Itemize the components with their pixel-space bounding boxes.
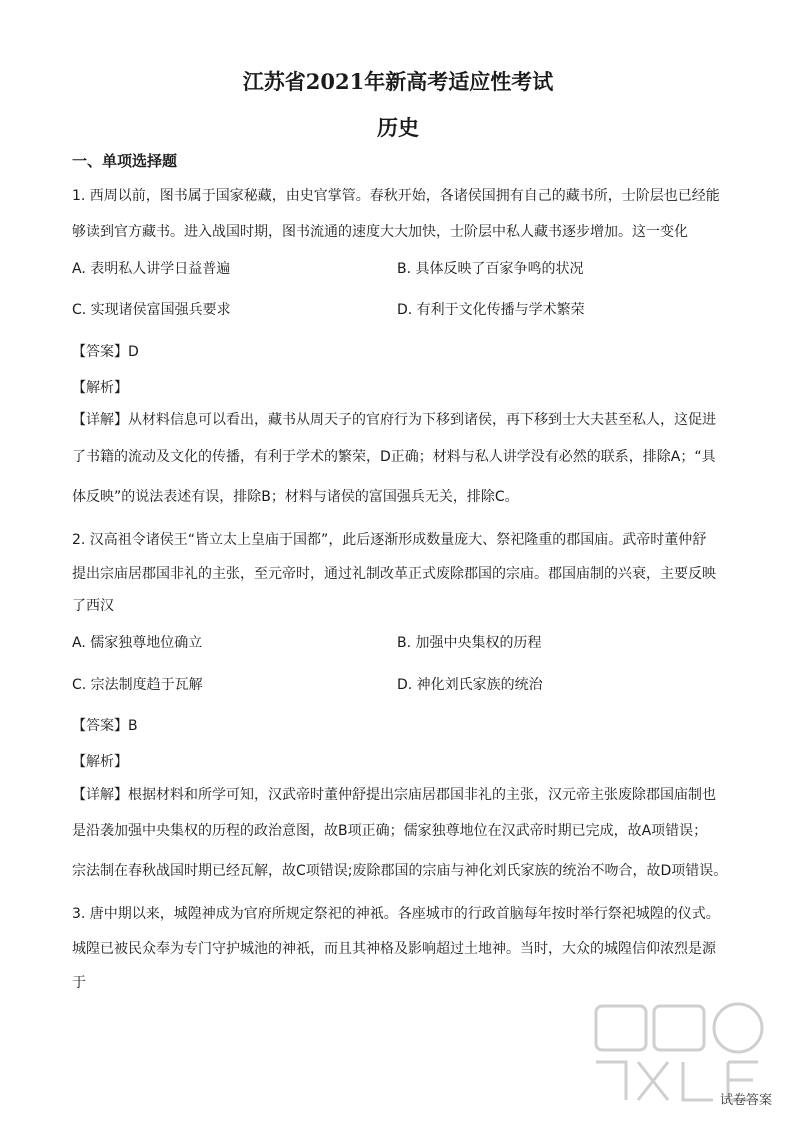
- q3-stem-line1: 3. 唐中期以来，城隍神成为官府所规定祭祀的神祇。各座城市的行政首脑每年按时举行祭祀城隍的仪式。: [72, 906, 720, 922]
- exam-title: 江苏省2021年新高考适应性考试: [242, 69, 554, 94]
- watermark-label: 试卷答案: [719, 1093, 772, 1108]
- q2-analysis-label: 【解析】: [72, 754, 128, 770]
- q2-option-a: A. 儒家独尊地位确立: [72, 635, 203, 651]
- q2-option-d: D. 神化刘氏家族的统治: [397, 677, 543, 693]
- q2-answer: 【答案】B: [72, 718, 138, 734]
- section-heading: 一、单项选择题: [72, 152, 178, 170]
- q1-detail-line2: 了书籍的流动及文化的传播，有利于学术的繁荣，D正确；材料与私人讲学没有必然的联系，排除A；“具: [72, 449, 716, 465]
- q2-detail-line2: 是沿袭加强中央集权的历程的政治意图，故B项正确；儒家独尊地位在汉武帝时期已完成，故A项错误；: [72, 823, 708, 839]
- subject-title: 历史: [377, 115, 419, 140]
- q1-answer: 【答案】D: [72, 344, 139, 360]
- q2-stem-line3: 了西汉: [72, 598, 114, 614]
- q2-detail-line3: 宗法制在春秋战国时期已经瓦解，故C项错误;废除郡国的宗庙与神化刘氏家族的统治不吻合，故D项错误。: [72, 863, 728, 879]
- q1-detail-line3: 体反映”的说法表述有误，排除B；材料与诸侯的富国强兵无关，排除C。: [72, 489, 519, 505]
- q1-option-b: B. 具体反映了百家争鸣的状况: [397, 261, 584, 277]
- q2-stem-line1: 2. 汉高祖令诸侯王“皆立太上皇庙于国都”，此后逐渐形成数量庞大、祭祀隆重的郡国庙。武帝时董仲舒: [72, 532, 707, 548]
- q2-detail-line1: 【详解】根据材料和所学可知，汉武帝时董仲舒提出宗庙居郡国非礼的主张，汉元帝主张废除郡国庙制也: [72, 787, 716, 803]
- q2-option-b: B. 加强中央集权的历程: [397, 635, 542, 651]
- q1-option-a: A. 表明私人讲学日益普遍: [72, 261, 231, 277]
- q1-detail-line1: 【详解】从材料信息可以看出，藏书从周天子的官府行为下移到诸侯，再下移到士大夫甚至私人，这促进: [72, 412, 716, 428]
- q1-option-d: D. 有利于文化传播与学术繁荣: [397, 302, 585, 318]
- q3-stem-line2: 城隍已被民众奉为专门守护城池的神祇，而且其神格及影响超过土地神。当时，大众的城隍信仰浓烈是源: [72, 941, 716, 957]
- q1-option-c: C. 实现诸侯富国强兵要求: [72, 302, 231, 318]
- q3-stem-line3: 于: [72, 975, 86, 991]
- q2-option-c: C. 宗法制度趋于瓦解: [72, 677, 203, 693]
- q1-analysis-label: 【解析】: [72, 380, 128, 396]
- q1-stem-line1: 1. 西周以前，图书属于国家秘藏，由史官掌管。春秋开始，各诸侯国拥有自己的藏书所，士阶层也已经能: [72, 188, 720, 204]
- watermark-text: [720, 1089, 772, 1108]
- q2-stem-line2: 提出宗庙居郡国非礼的主张，至元帝时，通过礼制改革正式废除郡国的宗庙。郡国庙制的兴衰，主要反映: [72, 566, 716, 582]
- q1-stem-line2: 够读到官方藏书。进入战国时期，图书流通的速度大大加快，士阶层中私人藏书逐步增加。这一变化: [72, 224, 688, 240]
